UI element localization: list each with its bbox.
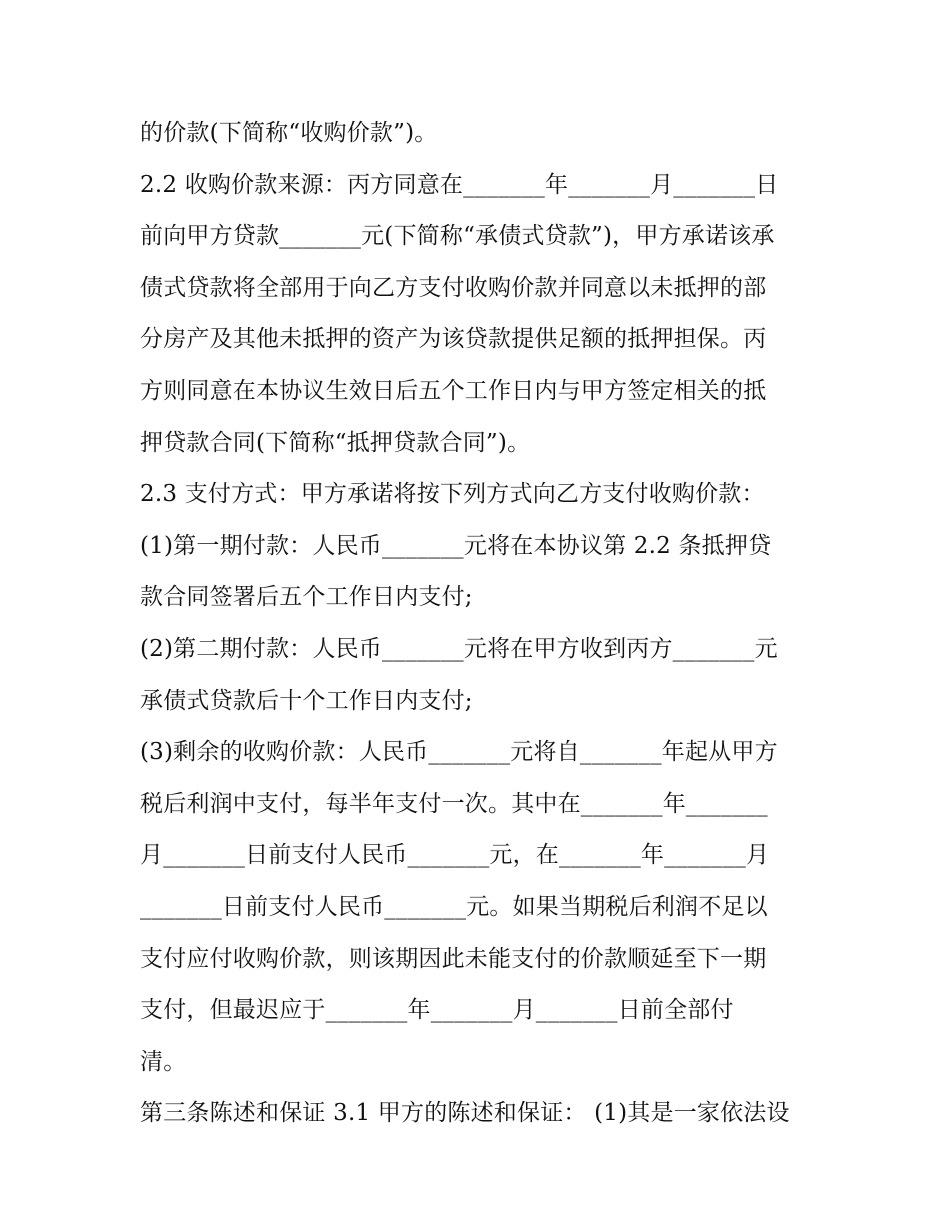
text-line: 款合同签署后五个工作日内支付; (140, 584, 473, 611)
text-line: 承债式贷款后十个工作日内支付; (140, 687, 473, 714)
text-line: 支付，但最迟应于_______年_______月_______日前全部付 (140, 997, 734, 1024)
text-line: 债式贷款将全部用于向乙方支付收购价款并同意以未抵押的部 (140, 274, 767, 301)
text-line: 税后利润中支付，每半年支付一次。其中在_______年_______ (140, 790, 768, 817)
text-line: 2.3 支付方式：甲方承诺将按下列方式向乙方支付收购价款： (140, 481, 765, 508)
text-line: 2.2 收购价款来源：丙方同意在_______年_______月_______日 (140, 171, 779, 198)
text-line: (3)剩余的收购价款：人民币_______元将自_______年起从甲方 (140, 739, 778, 766)
text-line: _______日前支付人民币_______元。如果当期税后利润不足以 (140, 893, 768, 920)
text-line: 分房产及其他未抵押的资产为该贷款提供足额的抵押担保。丙 (140, 326, 767, 353)
document-body (140, 108, 820, 1140)
text-line: 方则同意在本协议生效日后五个工作日内与甲方签定相关的抵 (140, 377, 767, 404)
text-line: 支付应付收购价款，则该期因此未能支付的价款顺延至下一期 (140, 945, 767, 972)
text-line: 第三条陈述和保证 3.1 甲方的陈述和保证： (1)其是一家依法设 (140, 1100, 790, 1127)
text-line: 的价款(下简称“收购价款”)。 (140, 120, 438, 146)
text-line: 前向甲方贷款_______元(下简称“承债式贷款”)，甲方承诺该承 (140, 223, 775, 250)
text-line: 清。 (140, 1048, 187, 1075)
text-line: 月_______日前支付人民币_______元，在_______年_______月 (140, 842, 770, 869)
text-line: (2)第二期付款：人民币_______元将在甲方收到丙方_______元 (140, 635, 778, 662)
text-line: 押贷款合同(下简称“抵押贷款合同”)。 (140, 429, 531, 456)
text-line: (1)第一期付款：人民币_______元将在本协议第 2.2 条抵押贷 (140, 532, 772, 559)
